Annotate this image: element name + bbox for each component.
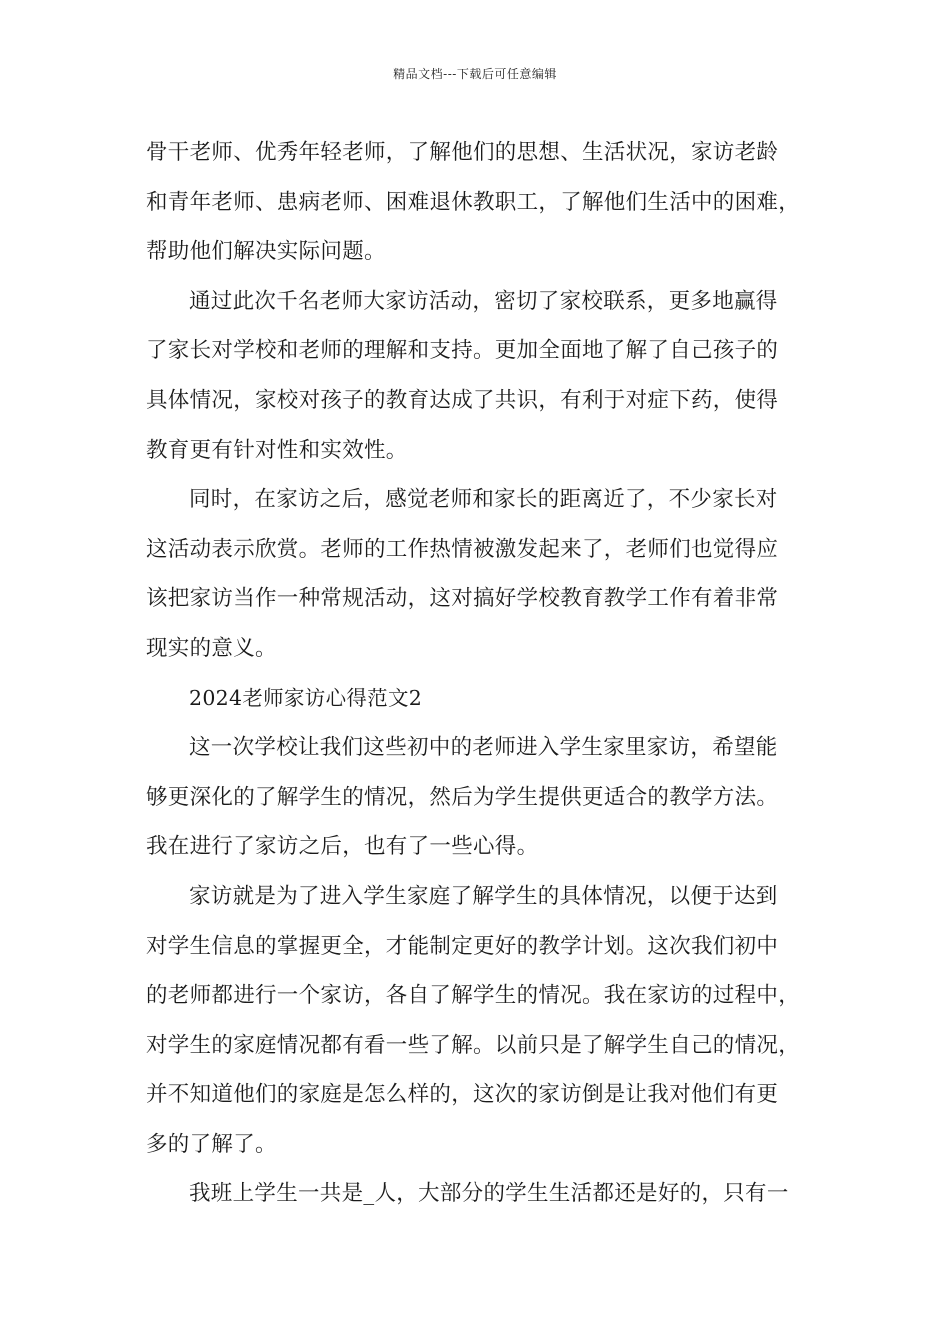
paragraph-first-line: 同时，在家访之后，感觉老师和家长的距离近了，不少家长对 (189, 487, 778, 513)
paragraph-first-line: 这一次学校让我们这些初中的老师进入学生家里家访，希望能 (189, 735, 778, 761)
text-line: 的老师都进行一个家访，各自了解学生的情况。我在家访的过程中， (146, 983, 801, 1009)
text-line: 对学生的家庭情况都有看一些了解。以前只是了解学生自己的情况， (146, 1032, 801, 1058)
text-line: 并不知道他们的家庭是怎么样的，这次的家访倒是让我对他们有更 (146, 1082, 779, 1108)
text-line: 够更深化的了解学生的情况，然后为学生提供更适合的教学方法。 (146, 784, 779, 810)
paragraph-first-line: 通过此次千名老师大家访活动，密切了家校联系，更多地赢得 (189, 288, 778, 314)
text-line: 了家长对学校和老师的理解和支持。更加全面地了解了自己孩子的 (146, 338, 779, 364)
text-line: 和青年老师、患病老师、困难退休教职工，了解他们生活中的困难， (146, 189, 801, 215)
document-body (146, 128, 846, 1219)
text-line: 具体情况，家校对孩子的教育达成了共识，有利于对症下药，使得 (146, 387, 779, 413)
paragraph-first-line: 我班上学生一共是_人，大部分的学生生活都还是好的，只有一 (189, 1181, 789, 1207)
text-line: 我在进行了家访之后，也有了一些心得。 (146, 834, 539, 860)
paragraph-first-line: 家访就是为了进入学生家庭了解学生的具体情况，以便于达到 (189, 883, 778, 909)
text-line: 现实的意义。 (146, 635, 277, 661)
page-header: 精品文档---下载后可任意编辑 (393, 67, 557, 81)
text-line: 多的了解了。 (146, 1131, 277, 1157)
text-line: 对学生信息的掌握更全，才能制定更好的教学计划。这次我们初中 (146, 933, 779, 959)
text-line: 这活动表示欣赏。老师的工作热情被激发起来了，老师们也觉得应 (146, 536, 779, 562)
text-line: 帮助他们解决实际问题。 (146, 239, 386, 265)
text-line: 该把家访当作一种常规活动，这对搞好学校教育教学工作有着非常 (146, 586, 779, 612)
text-line: 教育更有针对性和实效性。 (146, 437, 408, 463)
section-heading: 2024老师家访心得范文2 (189, 685, 423, 710)
text-line: 骨干老师、优秀年轻老师，了解他们的思想、生活状况，家访老龄 (146, 140, 779, 165)
